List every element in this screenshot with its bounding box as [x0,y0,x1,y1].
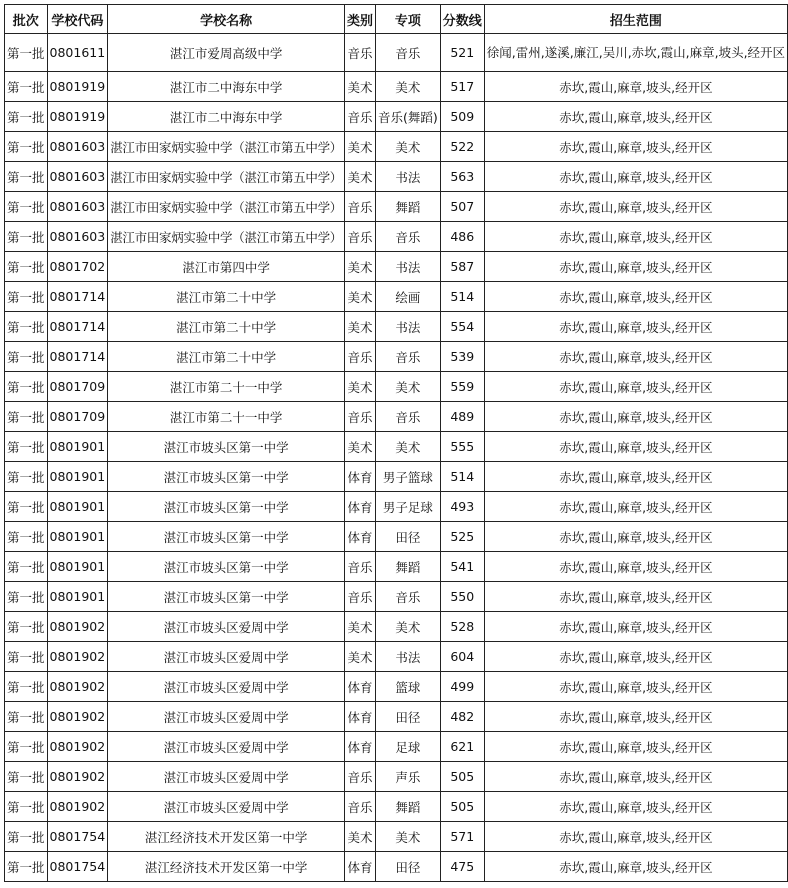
specialty-cell: 美术 [376,372,441,402]
enrollment-range-cell: 赤坎,霞山,麻章,坡头,经开区 [484,72,787,102]
school-name-cell: 湛江市第四中学 [108,252,345,282]
header-category: 类别 [345,5,376,34]
table-row [5,852,788,882]
school-code-cell: 0801709 [47,402,108,432]
school-name-cell: 湛江市二中海东中学 [108,102,345,132]
category-cell: 音乐 [345,34,376,72]
batch-cell: 第一批 [5,34,48,72]
school-name-cell: 湛江经济技术开发区第一中学 [108,852,345,882]
batch-cell: 第一批 [5,312,48,342]
category-cell: 美术 [345,252,376,282]
specialty-cell: 声乐 [376,762,441,792]
school-code-cell: 0801603 [47,162,108,192]
table-row [5,282,788,312]
school-code-cell: 0801714 [47,282,108,312]
school-code-cell: 0801902 [47,612,108,642]
enrollment-range-cell: 赤坎,霞山,麻章,坡头,经开区 [484,312,787,342]
table-row [5,162,788,192]
category-cell: 体育 [345,852,376,882]
category-cell: 体育 [345,672,376,702]
specialty-cell: 音乐 [376,342,441,372]
school-name-cell: 湛江市田家炳实验中学（湛江市第五中学） [108,192,345,222]
school-name-cell: 湛江市坡头区爱周中学 [108,612,345,642]
batch-cell: 第一批 [5,762,48,792]
batch-cell: 第一批 [5,132,48,162]
category-cell: 音乐 [345,582,376,612]
category-cell: 音乐 [345,402,376,432]
school-code-cell: 0801902 [47,792,108,822]
school-name-cell: 湛江市坡头区爱周中学 [108,762,345,792]
score-line-cell: 539 [440,342,484,372]
school-code-cell: 0801603 [47,192,108,222]
table-row [5,102,788,132]
header-school-code: 学校代码 [47,5,108,34]
category-cell: 美术 [345,372,376,402]
score-line-cell: 499 [440,672,484,702]
header-specialty: 专项 [376,5,441,34]
enrollment-range-cell: 赤坎,霞山,麻章,坡头,经开区 [484,222,787,252]
table-row [5,612,788,642]
score-line-cell: 525 [440,522,484,552]
batch-cell: 第一批 [5,522,48,552]
school-code-cell: 0801603 [47,132,108,162]
table-row [5,642,788,672]
score-line-cell: 563 [440,162,484,192]
school-name-cell: 湛江市第二十一中学 [108,402,345,432]
category-cell: 美术 [345,282,376,312]
enrollment-range-cell: 赤坎,霞山,麻章,坡头,经开区 [484,822,787,852]
specialty-cell: 音乐 [376,402,441,432]
batch-cell: 第一批 [5,582,48,612]
specialty-cell: 绘画 [376,282,441,312]
header-enrollment-range: 招生范围 [484,5,787,34]
category-cell: 音乐 [345,102,376,132]
score-line-cell: 507 [440,192,484,222]
table-row [5,552,788,582]
school-name-cell: 湛江市二中海东中学 [108,72,345,102]
batch-cell: 第一批 [5,162,48,192]
enrollment-range-cell: 徐闻,雷州,遂溪,廉江,吴川,赤坎,霞山,麻章,坡头,经开区 [484,34,787,72]
category-cell: 音乐 [345,222,376,252]
batch-cell: 第一批 [5,492,48,522]
table-row [5,342,788,372]
school-name-cell: 湛江市坡头区爱周中学 [108,732,345,762]
category-cell: 音乐 [345,552,376,582]
category-cell: 音乐 [345,192,376,222]
score-line-cell: 486 [440,222,484,252]
score-line-cell: 550 [440,582,484,612]
score-line-cell: 493 [440,492,484,522]
school-code-cell: 0801919 [47,102,108,132]
batch-cell: 第一批 [5,732,48,762]
school-name-cell: 湛江经济技术开发区第一中学 [108,822,345,852]
batch-cell: 第一批 [5,282,48,312]
category-cell: 美术 [345,432,376,462]
category-cell: 音乐 [345,762,376,792]
table-row [5,792,788,822]
enrollment-range-cell: 赤坎,霞山,麻章,坡头,经开区 [484,612,787,642]
school-name-cell: 湛江市第二十中学 [108,342,345,372]
specialty-cell: 美术 [376,132,441,162]
category-cell: 美术 [345,612,376,642]
batch-cell: 第一批 [5,612,48,642]
school-code-cell: 0801714 [47,342,108,372]
table-body [5,34,788,882]
table-row [5,522,788,552]
specialty-cell: 田径 [376,522,441,552]
enrollment-range-cell: 赤坎,霞山,麻章,坡头,经开区 [484,792,787,822]
school-name-cell: 湛江市田家炳实验中学（湛江市第五中学） [108,132,345,162]
school-code-cell: 0801754 [47,852,108,882]
school-code-cell: 0801709 [47,372,108,402]
enrollment-range-cell: 赤坎,霞山,麻章,坡头,经开区 [484,732,787,762]
school-code-cell: 0801902 [47,702,108,732]
specialty-cell: 舞蹈 [376,552,441,582]
enrollment-range-cell: 赤坎,霞山,麻章,坡头,经开区 [484,282,787,312]
table-row [5,432,788,462]
school-code-cell: 0801902 [47,672,108,702]
specialty-cell: 田径 [376,702,441,732]
score-line-cell: 522 [440,132,484,162]
school-name-cell: 湛江市坡头区第一中学 [108,582,345,612]
table-row [5,72,788,102]
enrollment-range-cell: 赤坎,霞山,麻章,坡头,经开区 [484,492,787,522]
school-code-cell: 0801603 [47,222,108,252]
enrollment-range-cell: 赤坎,霞山,麻章,坡头,经开区 [484,342,787,372]
enrollment-range-cell: 赤坎,霞山,麻章,坡头,经开区 [484,762,787,792]
school-code-cell: 0801754 [47,822,108,852]
specialty-cell: 美术 [376,432,441,462]
table-row [5,492,788,522]
school-name-cell: 湛江市坡头区爱周中学 [108,672,345,702]
school-code-cell: 0801919 [47,72,108,102]
batch-cell: 第一批 [5,252,48,282]
specialty-cell: 书法 [376,162,441,192]
category-cell: 体育 [345,492,376,522]
table-row [5,822,788,852]
enrollment-range-cell: 赤坎,霞山,麻章,坡头,经开区 [484,432,787,462]
specialty-cell: 音乐 [376,34,441,72]
batch-cell: 第一批 [5,372,48,402]
table-row [5,702,788,732]
school-name-cell: 湛江市坡头区第一中学 [108,552,345,582]
school-code-cell: 0801901 [47,582,108,612]
table-row [5,402,788,432]
table-row [5,34,788,72]
batch-cell: 第一批 [5,402,48,432]
school-code-cell: 0801702 [47,252,108,282]
score-line-cell: 517 [440,72,484,102]
enrollment-range-cell: 赤坎,霞山,麻章,坡头,经开区 [484,672,787,702]
category-cell: 美术 [345,162,376,192]
table-row [5,192,788,222]
school-name-cell: 湛江市田家炳实验中学（湛江市第五中学） [108,222,345,252]
table-row [5,222,788,252]
specialty-cell: 书法 [376,252,441,282]
score-line-cell: 541 [440,552,484,582]
batch-cell: 第一批 [5,72,48,102]
admission-table [4,4,788,882]
score-line-cell: 604 [440,642,484,672]
category-cell: 体育 [345,732,376,762]
school-name-cell: 湛江市第二十中学 [108,312,345,342]
enrollment-range-cell: 赤坎,霞山,麻章,坡头,经开区 [484,702,787,732]
school-name-cell: 湛江市坡头区爱周中学 [108,792,345,822]
category-cell: 体育 [345,462,376,492]
school-code-cell: 0801902 [47,762,108,792]
category-cell: 美术 [345,72,376,102]
school-name-cell: 湛江市坡头区第一中学 [108,462,345,492]
enrollment-range-cell: 赤坎,霞山,麻章,坡头,经开区 [484,162,787,192]
category-cell: 体育 [345,702,376,732]
category-cell: 美术 [345,132,376,162]
specialty-cell: 男子足球 [376,492,441,522]
school-code-cell: 0801611 [47,34,108,72]
batch-cell: 第一批 [5,552,48,582]
category-cell: 美术 [345,822,376,852]
school-code-cell: 0801901 [47,432,108,462]
specialty-cell: 男子篮球 [376,462,441,492]
score-line-cell: 555 [440,432,484,462]
specialty-cell: 书法 [376,642,441,672]
score-line-cell: 621 [440,732,484,762]
specialty-cell: 美术 [376,72,441,102]
school-name-cell: 湛江市坡头区爱周中学 [108,702,345,732]
header-score-line: 分数线 [440,5,484,34]
table-row [5,462,788,492]
batch-cell: 第一批 [5,192,48,222]
table-row [5,312,788,342]
specialty-cell: 美术 [376,822,441,852]
specialty-cell: 舞蹈 [376,792,441,822]
table-row [5,252,788,282]
category-cell: 音乐 [345,792,376,822]
enrollment-range-cell: 赤坎,霞山,麻章,坡头,经开区 [484,102,787,132]
specialty-cell: 舞蹈 [376,192,441,222]
table-row [5,762,788,792]
table-row [5,372,788,402]
school-code-cell: 0801902 [47,732,108,762]
specialty-cell: 书法 [376,312,441,342]
school-name-cell: 湛江市坡头区第一中学 [108,432,345,462]
category-cell: 美术 [345,642,376,672]
batch-cell: 第一批 [5,672,48,702]
school-code-cell: 0801901 [47,522,108,552]
school-name-cell: 湛江市坡头区爱周中学 [108,642,345,672]
enrollment-range-cell: 赤坎,霞山,麻章,坡头,经开区 [484,522,787,552]
header-row [5,5,788,34]
school-name-cell: 湛江市第二十中学 [108,282,345,312]
specialty-cell: 音乐 [376,222,441,252]
batch-cell: 第一批 [5,822,48,852]
table-row [5,132,788,162]
batch-cell: 第一批 [5,342,48,372]
enrollment-range-cell: 赤坎,霞山,麻章,坡头,经开区 [484,462,787,492]
school-code-cell: 0801901 [47,462,108,492]
score-line-cell: 528 [440,612,484,642]
specialty-cell: 田径 [376,852,441,882]
batch-cell: 第一批 [5,102,48,132]
enrollment-range-cell: 赤坎,霞山,麻章,坡头,经开区 [484,252,787,282]
specialty-cell: 音乐(舞蹈) [376,102,441,132]
batch-cell: 第一批 [5,432,48,462]
header-school-name: 学校名称 [108,5,345,34]
score-line-cell: 489 [440,402,484,432]
score-line-cell: 482 [440,702,484,732]
enrollment-range-cell: 赤坎,霞山,麻章,坡头,经开区 [484,642,787,672]
category-cell: 体育 [345,522,376,552]
score-line-cell: 521 [440,34,484,72]
score-line-cell: 514 [440,282,484,312]
batch-cell: 第一批 [5,462,48,492]
header-batch: 批次 [5,5,48,34]
batch-cell: 第一批 [5,702,48,732]
batch-cell: 第一批 [5,792,48,822]
score-line-cell: 509 [440,102,484,132]
enrollment-range-cell: 赤坎,霞山,麻章,坡头,经开区 [484,372,787,402]
enrollment-range-cell: 赤坎,霞山,麻章,坡头,经开区 [484,132,787,162]
category-cell: 音乐 [345,342,376,372]
score-line-cell: 587 [440,252,484,282]
specialty-cell: 音乐 [376,582,441,612]
school-code-cell: 0801902 [47,642,108,672]
school-code-cell: 0801901 [47,492,108,522]
enrollment-range-cell: 赤坎,霞山,麻章,坡头,经开区 [484,552,787,582]
batch-cell: 第一批 [5,852,48,882]
score-line-cell: 559 [440,372,484,402]
school-code-cell: 0801901 [47,552,108,582]
score-line-cell: 505 [440,792,484,822]
score-line-cell: 505 [440,762,484,792]
table-row [5,672,788,702]
school-code-cell: 0801714 [47,312,108,342]
school-name-cell: 湛江市坡头区第一中学 [108,522,345,552]
category-cell: 美术 [345,312,376,342]
score-line-cell: 571 [440,822,484,852]
enrollment-range-cell: 赤坎,霞山,麻章,坡头,经开区 [484,852,787,882]
table-row [5,582,788,612]
specialty-cell: 足球 [376,732,441,762]
score-line-cell: 514 [440,462,484,492]
school-name-cell: 湛江市坡头区第一中学 [108,492,345,522]
enrollment-range-cell: 赤坎,霞山,麻章,坡头,经开区 [484,582,787,612]
school-name-cell: 湛江市爱周高级中学 [108,34,345,72]
score-line-cell: 554 [440,312,484,342]
table-row [5,732,788,762]
batch-cell: 第一批 [5,642,48,672]
enrollment-range-cell: 赤坎,霞山,麻章,坡头,经开区 [484,402,787,432]
score-line-cell: 475 [440,852,484,882]
school-name-cell: 湛江市田家炳实验中学（湛江市第五中学） [108,162,345,192]
specialty-cell: 美术 [376,612,441,642]
specialty-cell: 篮球 [376,672,441,702]
school-name-cell: 湛江市第二十一中学 [108,372,345,402]
enrollment-range-cell: 赤坎,霞山,麻章,坡头,经开区 [484,192,787,222]
batch-cell: 第一批 [5,222,48,252]
